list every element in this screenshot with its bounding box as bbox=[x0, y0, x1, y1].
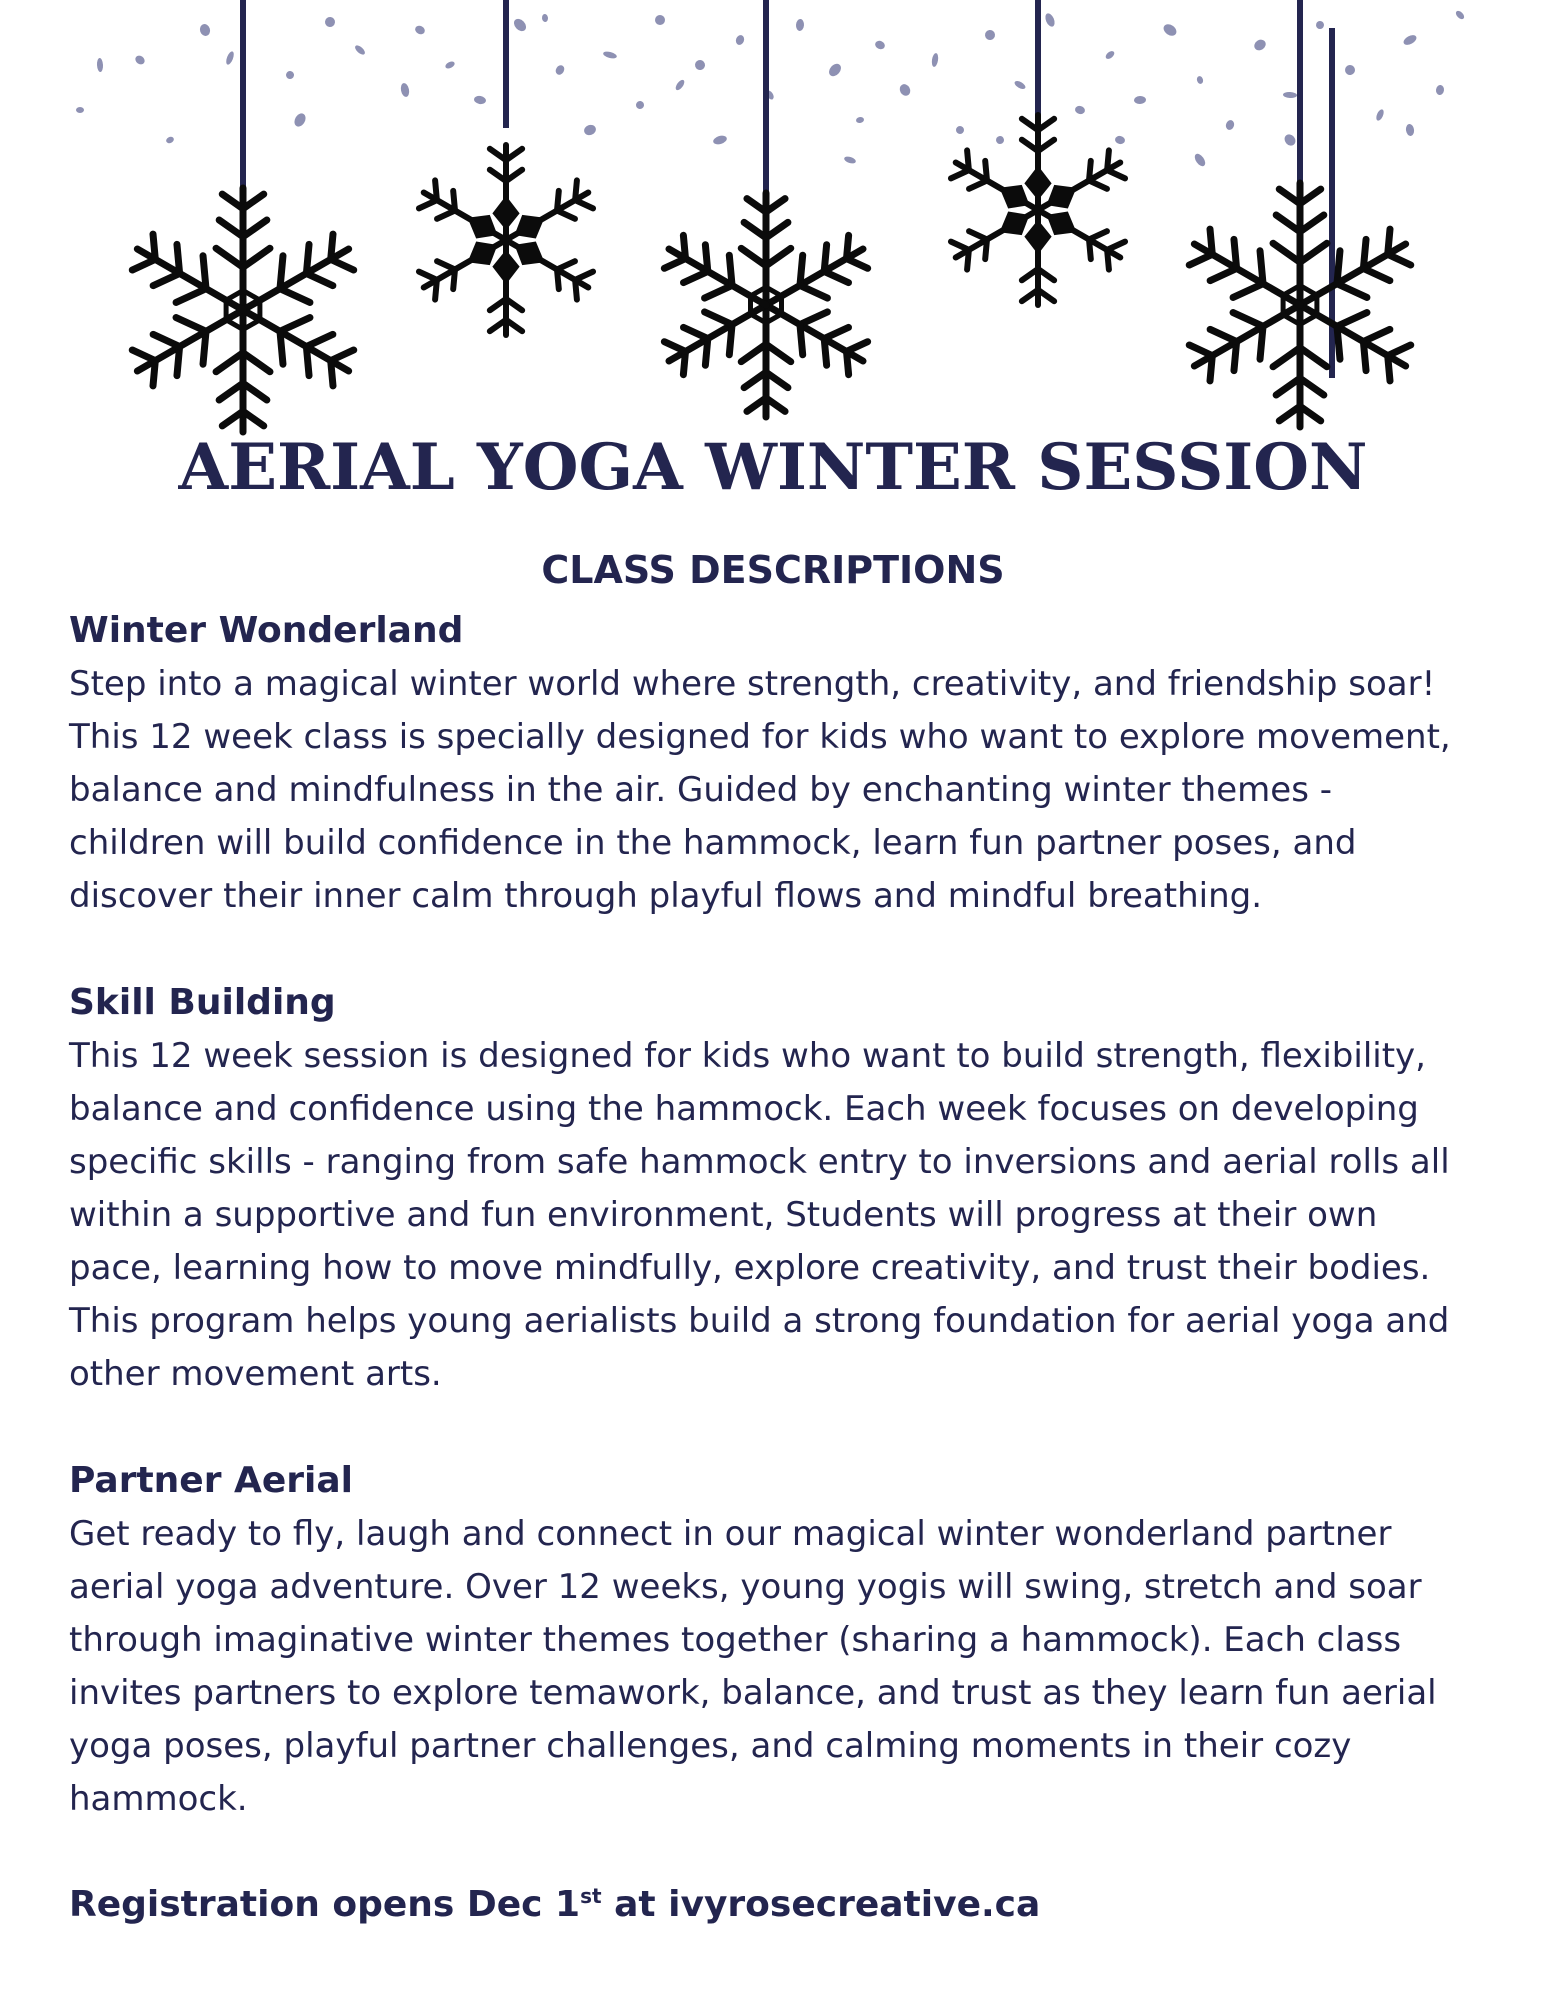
class-description-line: yoga poses, playful partner challenges, and calming moments in their cozy bbox=[69, 1726, 1352, 1766]
snow-dot bbox=[1134, 96, 1146, 104]
class-block-winter-wonderland bbox=[69, 604, 1489, 923]
snow-dot bbox=[325, 17, 336, 28]
snow-dot bbox=[199, 23, 212, 37]
class-title: Winter Wonderland bbox=[69, 610, 464, 651]
snowflakes bbox=[124, 115, 1419, 432]
class-descriptions bbox=[69, 604, 1489, 1879]
class-description-line: balance and mindfulness in the air. Guided by enchanting winter themes - bbox=[69, 770, 1332, 810]
snow-dot bbox=[874, 39, 886, 50]
snow-dot bbox=[1252, 37, 1268, 52]
snow-dot bbox=[414, 24, 426, 36]
registration-date-suffix: st bbox=[580, 1884, 602, 1908]
snow-dot bbox=[1193, 152, 1208, 168]
snow-dot bbox=[1114, 135, 1126, 145]
snow-dot bbox=[284, 69, 295, 80]
snow-dot bbox=[994, 134, 1005, 145]
snow-dot bbox=[1074, 105, 1086, 115]
snow-dot bbox=[1344, 64, 1356, 76]
section-subtitle: CLASS DESCRIPTIONS bbox=[541, 548, 1005, 592]
snow-dot bbox=[855, 116, 864, 124]
snow-dot bbox=[554, 64, 566, 77]
snow-dot bbox=[1402, 33, 1418, 47]
snow-dot bbox=[602, 50, 617, 59]
snow-dot bbox=[1225, 119, 1236, 131]
snow-dot bbox=[134, 54, 147, 66]
snow-dot bbox=[1375, 108, 1385, 121]
snow-dot bbox=[655, 15, 665, 25]
class-title: Partner Aerial bbox=[69, 1460, 354, 1501]
snow-dot bbox=[674, 78, 686, 91]
class-description-line: This program helps young aerialists build a strong foundation for aerial yoga and bbox=[69, 1301, 1450, 1341]
snow-dot bbox=[354, 44, 367, 56]
snow-dot bbox=[225, 50, 236, 65]
snow-dot bbox=[512, 16, 529, 33]
class-description-line: aerial yoga adventure. Over 12 weeks, young yogis will swing, stretch and soar bbox=[69, 1567, 1422, 1607]
snow-dot bbox=[1405, 124, 1415, 137]
snowflake-icon bbox=[657, 193, 876, 417]
snow-dot bbox=[1314, 19, 1325, 30]
snow-dot bbox=[694, 59, 707, 72]
class-description-line: Step into a magical winter world where strength, creativity, and friendship soar! bbox=[69, 664, 1436, 704]
snow-dot bbox=[1454, 9, 1465, 20]
snow-dot bbox=[843, 155, 856, 164]
snow-dot bbox=[292, 111, 308, 128]
snow-dot bbox=[76, 107, 84, 113]
snow-dot bbox=[165, 136, 175, 145]
snow-dot bbox=[583, 123, 598, 137]
snow-dot bbox=[796, 19, 805, 32]
class-description-line: This 12 week class is specially designed for kids who want to explore movement, bbox=[69, 717, 1451, 757]
snowflake-icon bbox=[948, 115, 1129, 305]
snow-dot bbox=[1283, 92, 1297, 99]
page-title: AERIAL YOGA WINTER SESSION bbox=[178, 430, 1368, 505]
snow-dot bbox=[444, 60, 456, 70]
class-description-line: This 12 week session is designed for kids who want to build strength, flexibility, bbox=[69, 1036, 1426, 1076]
snow-dot bbox=[712, 134, 728, 146]
class-description-line: other movement arts. bbox=[69, 1354, 442, 1394]
class-description-line: children will build confidence in the hammock, learn fun partner poses, and bbox=[69, 823, 1357, 863]
class-description-line: within a supportive and fun environment, Students will progress at their own bbox=[69, 1195, 1378, 1235]
snow-dot bbox=[1104, 50, 1116, 61]
snow-dot bbox=[954, 124, 965, 135]
class-description-line: balance and confidence using the hammock. Each week focuses on developing bbox=[69, 1089, 1419, 1129]
snow-dot bbox=[898, 82, 912, 97]
class-description-line: Get ready to fly, laugh and connect in our magical winter wonderland partner bbox=[69, 1514, 1392, 1554]
snowflake-icon bbox=[124, 188, 362, 432]
snow-dot bbox=[1013, 79, 1026, 90]
class-description-line: invites partners to explore temawork, balance, and trust as they learn fun aerial bbox=[69, 1673, 1437, 1713]
snowflake-icon bbox=[1181, 183, 1419, 427]
snow-dot bbox=[1282, 132, 1297, 148]
snow-dot bbox=[97, 58, 104, 72]
snow-dot bbox=[984, 29, 995, 40]
snowflake-header-art bbox=[0, 0, 1546, 450]
snow-dot bbox=[1044, 12, 1057, 28]
snow-dot bbox=[473, 95, 486, 105]
snowflake-icon bbox=[416, 145, 597, 335]
class-description-line: pace, learning how to move mindfully, explore creativity, and trust their bodies. bbox=[69, 1248, 1431, 1288]
snow-dot bbox=[1161, 22, 1178, 38]
class-description-line: specific skills - ranging from safe hammock entry to inversions and aerial rolls all bbox=[69, 1142, 1450, 1182]
class-block-skill-building bbox=[69, 976, 1489, 1401]
snow-dots-decoration bbox=[76, 9, 1466, 168]
class-block-partner-aerial bbox=[69, 1454, 1489, 1826]
snow-dot bbox=[827, 61, 844, 78]
registration-website: at ivyrosecreative.ca bbox=[601, 1884, 1041, 1925]
snow-dot bbox=[634, 99, 645, 110]
registration-notice bbox=[69, 1884, 1489, 1925]
snow-dot bbox=[400, 82, 411, 97]
registration-prefix: Registration opens Dec 1 bbox=[69, 1884, 581, 1925]
class-description-line: hammock. bbox=[69, 1779, 248, 1819]
snow-dot bbox=[1435, 84, 1444, 95]
snow-dot bbox=[931, 53, 939, 68]
snow-dot bbox=[735, 34, 746, 46]
snow-dot bbox=[542, 14, 549, 23]
class-title: Skill Building bbox=[69, 982, 336, 1023]
class-description-line: through imaginative winter themes together (sharing a hammock). Each class bbox=[69, 1620, 1402, 1660]
snow-dot bbox=[1196, 75, 1204, 84]
class-description-line: discover their inner calm through playful flows and mindful breathing. bbox=[69, 876, 1263, 916]
